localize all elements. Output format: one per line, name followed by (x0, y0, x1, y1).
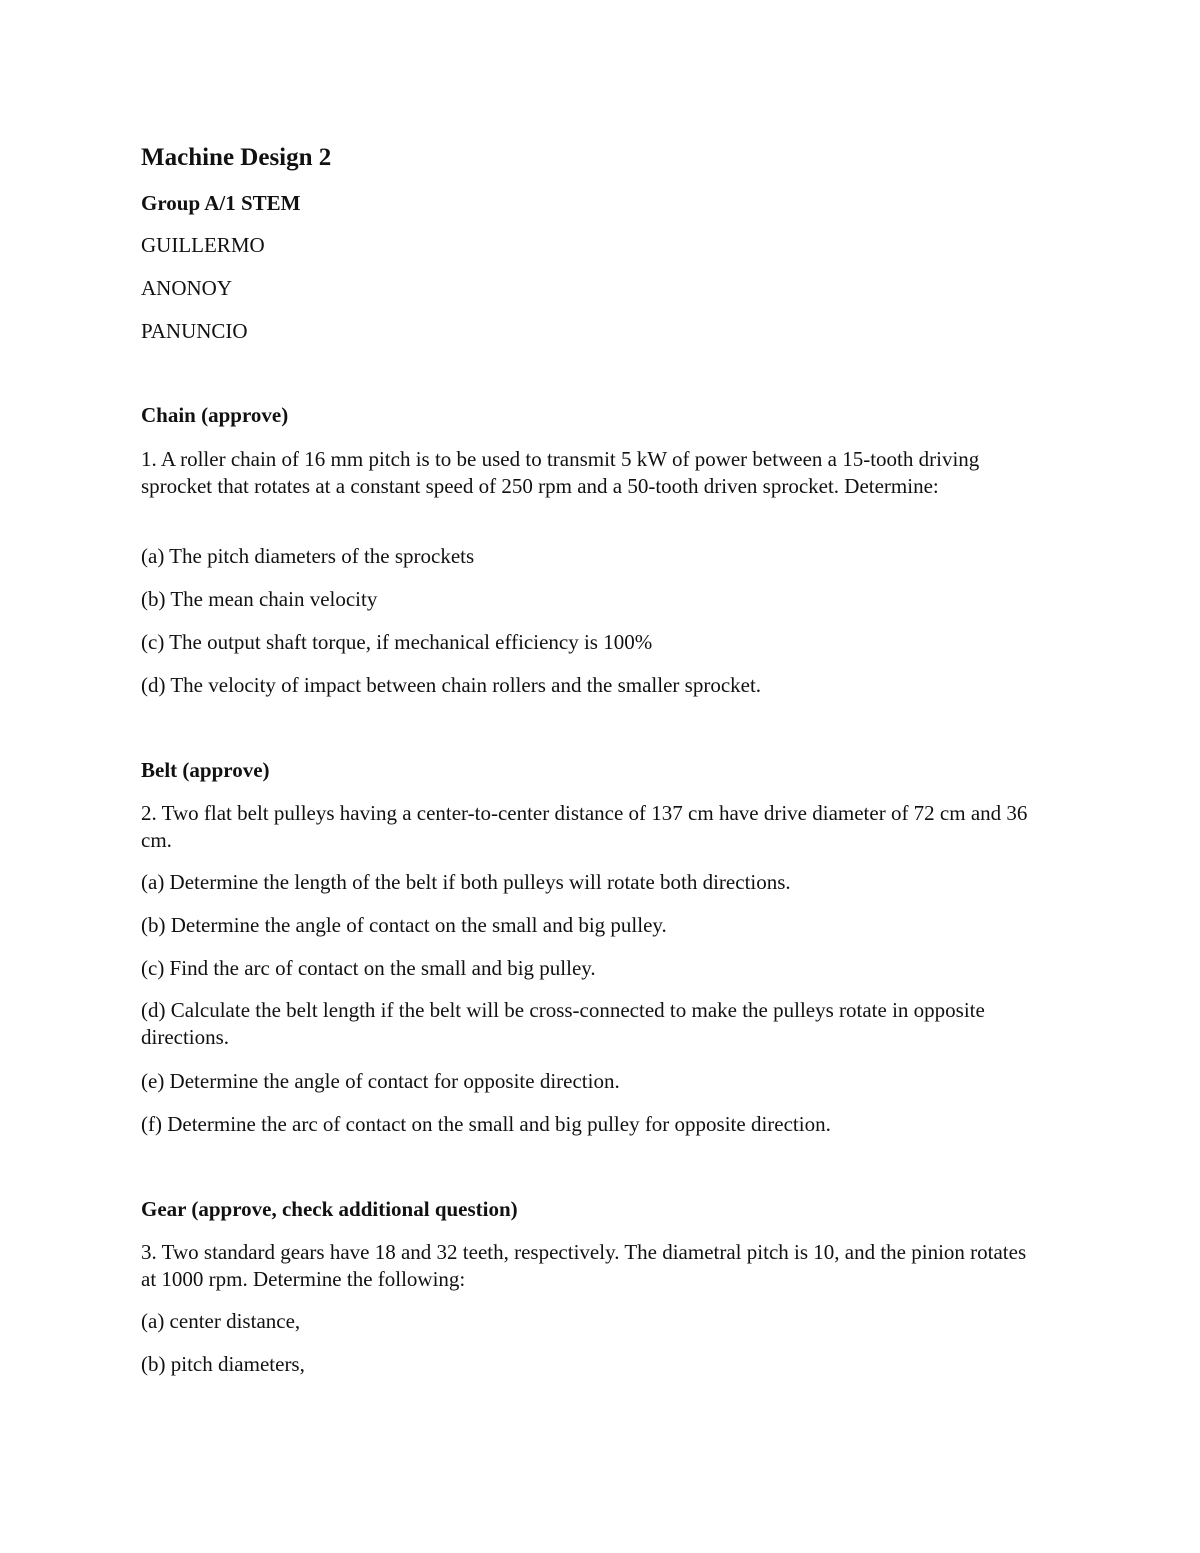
list-item: (a) Determine the length of the belt if both pulleys will rotate both directions. (141, 870, 791, 894)
list-item: (b) The mean chain velocity (141, 587, 378, 611)
question-gear: 3. Two standard gears have 18 and 32 teeth, respectively. The diametral pitch is 10, and the pinion rotates at 1000 rpm. Determine the following: (141, 1240, 1027, 1291)
question-belt: 2. Two flat belt pulleys having a center-to-center distance of 137 cm have drive diameter of 72 cm and 36 cm. (141, 801, 1028, 852)
document-title: Machine Design 2 (141, 144, 332, 171)
member-name: ANONOY (141, 276, 232, 300)
group-label: Group A/1 STEM (141, 191, 301, 215)
list-item: (a) The pitch diameters of the sprockets (141, 544, 475, 568)
section-heading-chain: Chain (approve) (141, 403, 289, 427)
section-heading-gear: Gear (approve, check additional question) (141, 1197, 518, 1221)
member-name: PANUNCIO (141, 319, 248, 343)
list-item: (b) Determine the angle of contact on the small and big pulley. (141, 913, 667, 937)
section-heading-belt: Belt (approve) (141, 758, 270, 782)
list-item: (c) The output shaft torque, if mechanical efficiency is 100% (141, 630, 653, 654)
list-item: (f) Determine the arc of contact on the small and big pulley for opposite direction. (141, 1112, 831, 1136)
member-name: GUILLERMO (141, 233, 265, 257)
list-item: (e) Determine the angle of contact for opposite direction. (141, 1069, 620, 1093)
list-item: (d) Calculate the belt length if the belt will be cross-connected to make the pulleys rotate in opposite directions. (141, 998, 985, 1049)
list-item: (a) center distance, (141, 1309, 301, 1333)
list-item: (d) The velocity of impact between chain rollers and the smaller sprocket. (141, 673, 762, 697)
question-chain: 1. A roller chain of 16 mm pitch is to be used to transmit 5 kW of power between a 15-tooth driving sprocket that rotates at a constant speed of 250 rpm and a 50-tooth driven sprocket. Determine: (141, 447, 980, 498)
list-item: (c) Find the arc of contact on the small and big pulley. (141, 956, 596, 980)
list-item: (b) pitch diameters, (141, 1352, 305, 1376)
